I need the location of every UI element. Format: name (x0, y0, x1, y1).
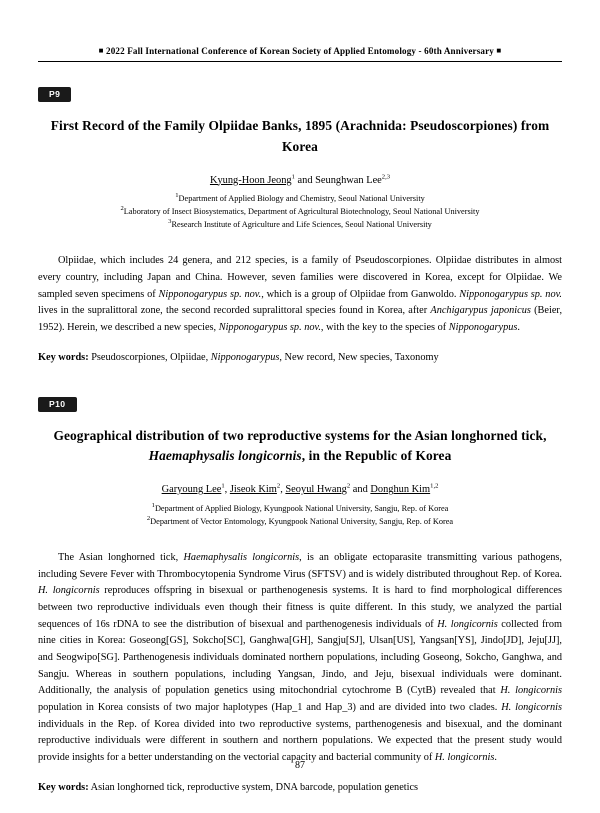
affiliation-item (38, 192, 562, 205)
running-header (38, 46, 562, 61)
author-name: Seoyul Hwang (285, 484, 347, 496)
abstract-p9 (38, 84, 562, 366)
abstract-paragraph: Olpiidae, which includes 24 genera, and 212 species, is a family of Pseudoscorpiones. Olpiidae distributes in almost every country, including Japan and China. However, seven families were discovered in Korea, except for Olpiidae. We sampled seven specimens of Nipponogarypus sp. nov., which is a group of Olpiidae from Ganwoldo. Nipponogarypus sp. nov. lives in the supralittoral zone, the second recorded supralittoral species found in Korea, after Anchigarypus japonicus (Beier, 1952). Herein, we described a new species, Nipponogarypus sp. nov., with the key to the species of Nipponogarypus. (38, 255, 563, 334)
author-affil-marker: 2 (346, 482, 351, 490)
affiliation-item (38, 515, 562, 528)
title-species-name: Haemaphysalis longicornis (148, 448, 302, 464)
author-affil-marker: 2,3 (381, 173, 391, 181)
affiliation-list-p9 (38, 192, 562, 231)
affiliation-text: Research Institute of Agriculture and Life Sciences, Seoul National University (171, 220, 432, 230)
abstract-id-badge-p9: P9 (38, 87, 71, 102)
affiliation-marker: 3 (168, 218, 172, 226)
affiliation-text: Department of Applied Biology, Kyungpook National University, Sangju, Rep. of Korea (154, 503, 449, 513)
keywords-p10 (38, 780, 562, 796)
author-list-p9 (38, 174, 562, 189)
affiliation-text: Department of Vector Entomology, Kyungpook National University, Sangju, Rep. of Korea (150, 516, 454, 526)
keywords-p9 (38, 350, 562, 366)
author-list-p10 (38, 483, 562, 498)
header-marker-left: ■ (98, 46, 104, 55)
keywords-label: Key words: (38, 781, 89, 793)
author-affil-marker: 1 (291, 173, 295, 181)
abstract-body-p10 (38, 550, 562, 767)
affiliation-marker: 1 (151, 502, 155, 510)
affiliation-marker: 1 (175, 192, 179, 200)
author-separator: , (224, 484, 230, 496)
header-marker-right: ■ (496, 46, 502, 55)
author-affil-marker: 1,2 (430, 482, 439, 490)
abstract-id-badge-p10: P10 (38, 397, 77, 412)
affiliation-item (38, 502, 562, 515)
author-name: Kyung-Hoon Jeong (209, 174, 292, 186)
affiliation-marker: 2 (120, 205, 124, 213)
abstract-body-p9 (38, 253, 562, 336)
abstract-title-p9 (44, 116, 556, 158)
page-number: 87 (295, 760, 305, 771)
affiliation-list-p10 (38, 502, 562, 528)
header-title: 2022 Fall International Conference of Korean Society of Applied Entomology - 60th Anniversary (106, 46, 494, 56)
affiliation-text: Department of Applied Biology and Chemistry, Seoul National University (178, 194, 425, 204)
title-line-2-rest: , in the Republic of Korea (301, 448, 452, 464)
affiliation-text: Laboratory of Insect Biosystematics, Department of Agricultural Biotechnology, Seoul National University (123, 207, 480, 217)
abstract-title-p10 (44, 426, 556, 468)
affiliation-item (38, 218, 562, 231)
author-separator: and (350, 484, 371, 496)
page-content (38, 46, 562, 796)
keywords-text: Pseudoscorpiones, Olpiidae, Nipponogarypus, New record, New species, Taxonomy (91, 351, 439, 363)
author-name: Jiseok Kim (229, 484, 277, 496)
title-line-1: Geographical distribution of two reproductive systems for the Asian longhorned tick, (53, 427, 547, 443)
author-affil-marker: 1 (221, 482, 225, 490)
abstract-p10 (38, 394, 562, 796)
abstract-paragraph: The Asian longhorned tick, Haemaphysalis longicornis, is an obligate ectoparasite transmitting various pathogens, including Severe Fever with Thrombocytopenia Syndrome Virus (SFTSV) and is widely distributed throughout Rep. of Korea. H. longicornis reproduces offspring in bisexual or parthenogenesis systems. It is hard to find morphological differences between two reproductive individuals even though their fitness is quite different. In this study, we analyzed the partial sequences of 16s rDNA to see the distribution of bisexual and parthenogenesis individuals of H. longicornis collected from nine cities in Korea: Goseong[GS], Sokcho[SC], Ganghwa[GH], Sangju[SJ], Ulsan[US], Yangsan[YS], Jindo[JD], Jeju[JJ], and Seogwipo[SG]. Parthenogenesis individuals dominated northern populations, including Goseong, Sokcho, Ganghwa, and Sangju. Whereas in southern populations, including Yangsan, Jindo, and Jeju, bisexual individuals were dominant. Additionally, the analysis of population genetics using mitochondrial cytochrome B (CytB) revealed that H. longicornis population in Korea consists of two major haplotypes (Hap_1 and Hap_3) and are divided into two clades. H. longicornis individuals in the Rep. of Korea divided into two reproductive systems, parthenogenesis and bisexual, and the dominant reproductive individuals were different in southern and northern populations. We expected that the present study would provide insights for a better understanding on the vectorial capacity and bacterial community of H. longicornis. (38, 552, 563, 764)
keywords-text: Asian longhorned tick, reproductive system, DNA barcode, population genetics (90, 781, 419, 793)
affiliation-item (38, 205, 562, 218)
author-name: Garyoung Lee (161, 484, 222, 496)
affiliation-marker: 2 (146, 515, 151, 523)
author-affil-marker: 2 (276, 482, 281, 490)
author-separator: , (280, 484, 286, 496)
title-line-2: Korea (282, 138, 318, 154)
author-name: Donghun Kim (370, 484, 431, 496)
keywords-label: Key words: (38, 351, 89, 363)
author-separator: and Seunghwan Lee (294, 174, 382, 186)
title-line-1: First Record of the Family Olpiidae Banks, 1895 (Arachnida: Pseudoscorpiones) from (50, 118, 550, 134)
header-rule (38, 61, 562, 62)
